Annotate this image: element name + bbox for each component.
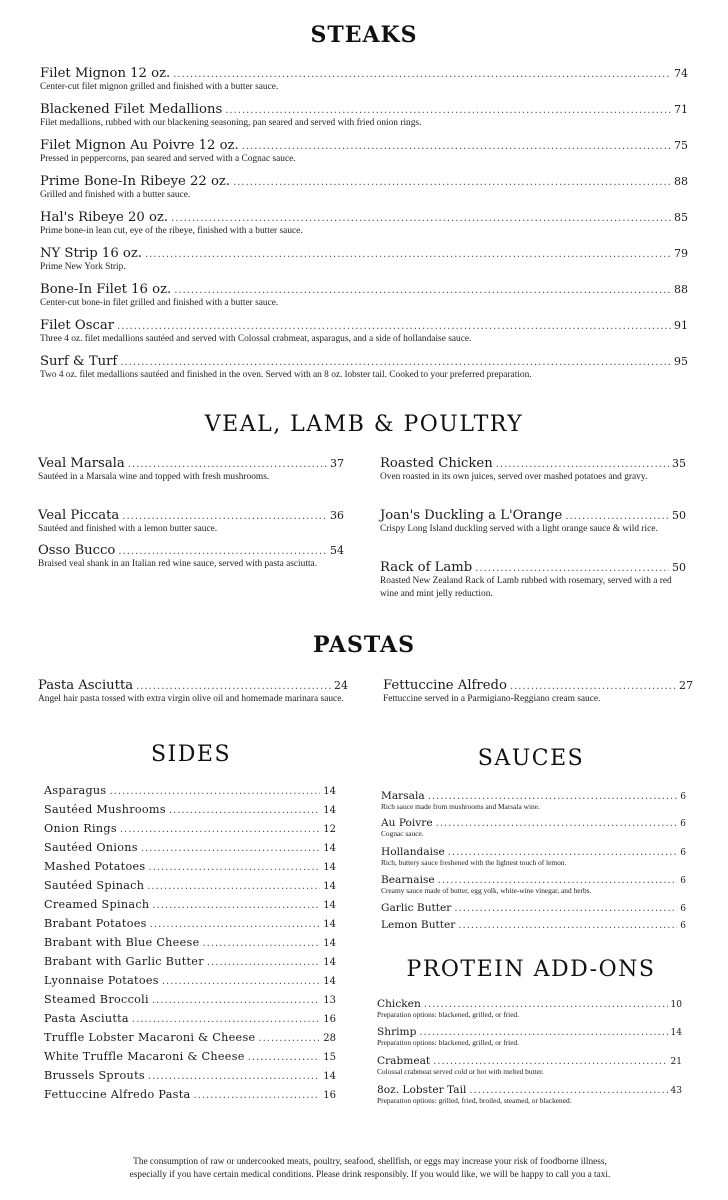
- item-description: Preparation options: blackened, grilled, or fried.: [377, 1038, 520, 1047]
- item-description: Sautéed and finished with a lemon butter sauce.: [38, 524, 218, 534]
- item-price: 10: [670, 1000, 682, 1010]
- item-price: 6: [680, 921, 686, 931]
- dot-leader: [171, 213, 671, 224]
- menu-item: [40, 246, 688, 274]
- dot-leader: [424, 999, 668, 1010]
- item-name: Onion Rings: [44, 822, 117, 835]
- item-name: Filet Mignon Au Poivre 12 oz.: [40, 138, 239, 153]
- dot-leader: [475, 563, 669, 574]
- item-description: Cognac sauce.: [381, 829, 424, 838]
- item-price: 50: [672, 509, 686, 522]
- item-name: Rack of Lamb: [380, 560, 473, 575]
- dot-leader: [128, 459, 327, 470]
- menu-item: [381, 874, 686, 896]
- footer-line-2: especially if you have certain medical conditions. Please drink responsibly. If you would like, we will be happy to call you a taxi.: [129, 1169, 611, 1180]
- dot-leader: [438, 875, 678, 886]
- dot-leader: [436, 818, 678, 829]
- menu-item: [44, 822, 336, 835]
- dot-leader: [248, 1052, 321, 1063]
- item-price: 74: [674, 67, 688, 80]
- dot-leader: [120, 824, 320, 835]
- dot-leader: [496, 459, 669, 470]
- menu-item: [38, 543, 344, 571]
- item-price: 14: [323, 957, 336, 968]
- item-price: 6: [680, 792, 686, 802]
- item-description: Oven roasted in its own juices, served over mashed potatoes and gravy.: [380, 472, 648, 482]
- item-price: 75: [674, 139, 688, 152]
- dot-leader: [118, 546, 327, 557]
- dot-leader: [207, 957, 320, 968]
- item-name: NY Strip 16 oz.: [40, 246, 142, 261]
- item-price: 24: [334, 679, 348, 692]
- item-description: Angel hair pasta tossed with extra virgin olive oil and homemade marinara sauce.: [38, 694, 344, 704]
- dot-leader: [169, 805, 320, 816]
- item-name: Filet Oscar: [40, 318, 115, 333]
- item-name: Lyonnaise Potatoes: [44, 974, 159, 987]
- menu-item: [40, 138, 688, 166]
- item-price: 14: [323, 900, 336, 911]
- item-description: Crispy Long Island duckling served with a light orange sauce & wild rice.: [380, 524, 658, 534]
- item-name: Roasted Chicken: [380, 456, 493, 471]
- item-name: Brabant Potatoes: [44, 917, 147, 930]
- item-price: 12: [323, 824, 336, 835]
- menu-item: [380, 560, 686, 600]
- item-price: 14: [323, 881, 336, 892]
- dot-leader: [433, 1056, 667, 1067]
- item-name: Truffle Lobster Macaroni & Cheese: [44, 1031, 256, 1044]
- item-name: Bone-In Filet 16 oz.: [40, 282, 172, 297]
- menu-item: [44, 898, 336, 911]
- menu-item: [44, 1050, 336, 1063]
- dot-leader: [203, 938, 321, 949]
- menu-item: [38, 456, 344, 484]
- dot-leader: [148, 862, 320, 873]
- item-name: Sautéed Mushrooms: [44, 803, 166, 816]
- item-price: 6: [680, 876, 686, 886]
- item-name: Asparagus: [44, 784, 107, 797]
- item-price: 14: [670, 1028, 682, 1038]
- menu-item: [40, 66, 688, 94]
- item-description: Rich, buttery sauce freshened with the lightest touch of lemon.: [381, 858, 567, 867]
- veal-lamb-poultry-heading: VEAL, LAMB & POULTRY: [204, 412, 524, 437]
- dot-leader: [150, 919, 321, 930]
- item-name: Brabant with Blue Cheese: [44, 936, 200, 949]
- menu-item: [40, 354, 688, 382]
- item-name: Garlic Butter: [381, 902, 452, 914]
- sauces-heading: SAUCES: [477, 746, 585, 771]
- menu-item: [377, 998, 682, 1020]
- item-description: Roasted New Zealand Rack of Lamb rubbed with rosemary, served with a red wine and mint jelly reduction.: [380, 576, 672, 599]
- item-name: White Truffle Macaroni & Cheese: [44, 1050, 245, 1063]
- dot-leader: [242, 141, 671, 152]
- item-name: Fettuccine Alfredo: [383, 678, 507, 693]
- dot-leader: [448, 847, 678, 858]
- sides-heading: SIDES: [150, 742, 232, 767]
- dot-leader: [258, 1033, 320, 1044]
- item-price: 36: [330, 509, 344, 522]
- item-price: 14: [323, 862, 336, 873]
- item-description: Preparation options: grilled, fried, broiled, steamed, or blackened.: [377, 1096, 572, 1105]
- menu-item: [44, 879, 336, 892]
- item-name: Au Poivre: [381, 817, 433, 829]
- item-description: Two 4 oz. filet medallions sautéed and finished in the oven. Served with an 8 oz. lobster tail. Cooked to your preferred preparation.: [40, 370, 532, 380]
- menu-item: [44, 841, 336, 854]
- item-price: 6: [680, 848, 686, 858]
- item-name: Hal's Ribeye 20 oz.: [40, 210, 169, 225]
- menu-item: [381, 846, 686, 868]
- footer-line-1: The consumption of raw or undercooked meats, poultry, seafood, shellfish, or eggs may increase your risk of foodborne illness,: [133, 1157, 607, 1167]
- item-name: Bearnaise: [381, 874, 435, 886]
- dot-leader: [120, 357, 671, 368]
- menu-item: [380, 456, 686, 484]
- menu-item: [44, 1012, 336, 1025]
- item-description: Braised veal shank in an Italian red wine sauce, served with pasta asciutta.: [38, 559, 318, 569]
- item-price: 71: [674, 103, 688, 116]
- menu-item: [44, 974, 336, 987]
- dot-leader: [565, 511, 669, 522]
- item-price: 43: [670, 1086, 682, 1096]
- dot-leader: [152, 900, 320, 911]
- dot-leader: [193, 1090, 320, 1101]
- dot-leader: [132, 1014, 320, 1025]
- protein-addons-heading: PROTEIN ADD-ONS: [406, 957, 656, 982]
- menu-item: [40, 282, 688, 310]
- item-name: 8oz. Lobster Tail: [377, 1084, 467, 1096]
- item-name: Blackened Filet Medallions: [40, 102, 223, 117]
- item-price: 50: [672, 561, 686, 574]
- item-name: Sautéed Onions: [44, 841, 138, 854]
- item-description: Preparation options: blackened, grilled, or fried.: [377, 1010, 520, 1019]
- item-name: Brabant with Garlic Butter: [44, 955, 204, 968]
- item-description: Sautéed in a Marsala wine and topped with fresh mushrooms.: [38, 472, 270, 482]
- dot-leader: [141, 843, 320, 854]
- item-name: Sautéed Spinach: [44, 879, 145, 892]
- item-description: Pressed in peppercorns, pan seared and served with a Cognac sauce.: [40, 154, 296, 164]
- item-description: Grilled and finished with a butter sauce.: [40, 190, 191, 200]
- item-description: Center-cut filet mignon grilled and finished with a butter sauce.: [40, 82, 279, 92]
- item-description: Creamy sauce made of butter, egg yolk, white-wine vinegar, and herbs.: [381, 886, 592, 895]
- dot-leader: [225, 105, 671, 116]
- item-description: Colossal crabmeat served cold or hot with melted butter.: [377, 1067, 544, 1076]
- item-name: Lemon Butter: [381, 919, 456, 931]
- dot-leader: [122, 511, 327, 522]
- item-description: Rich sauce made from mushrooms and Marsala wine.: [381, 802, 540, 811]
- item-name: Fettuccine Alfredo Pasta: [44, 1088, 191, 1101]
- dot-leader: [510, 681, 676, 692]
- menu-item: [44, 917, 336, 930]
- item-price: 27: [679, 679, 693, 692]
- menu-item: [38, 508, 344, 536]
- item-name: Veal Piccata: [38, 508, 120, 523]
- item-price: 16: [323, 1014, 336, 1025]
- steaks-heading: STEAKS: [310, 22, 418, 48]
- item-name: Marsala: [381, 790, 425, 802]
- item-name: Brussels Sprouts: [44, 1069, 145, 1082]
- item-name: Filet Mignon 12 oz.: [40, 66, 171, 81]
- menu-item: [44, 1088, 336, 1101]
- item-price: 6: [680, 819, 686, 829]
- dot-leader: [145, 249, 671, 260]
- menu-item: [44, 936, 336, 949]
- menu-item: [381, 919, 686, 931]
- item-price: 54: [330, 544, 344, 557]
- item-price: 14: [323, 843, 336, 854]
- item-name: Steamed Broccoli: [44, 993, 149, 1006]
- menu-item: [44, 955, 336, 968]
- dot-leader: [136, 681, 331, 692]
- menu-item: [381, 817, 686, 839]
- menu-item: [381, 902, 686, 914]
- dot-leader: [162, 976, 320, 987]
- menu-item: [377, 1026, 682, 1048]
- item-name: Shrimp: [377, 1026, 417, 1038]
- dot-leader: [419, 1027, 667, 1038]
- menu-item: [38, 678, 348, 706]
- menu-item: [40, 102, 688, 130]
- item-price: 14: [323, 976, 336, 987]
- item-description: Fettuccine served in a Parmigiano-Reggiano cream sauce.: [383, 694, 601, 704]
- item-name: Prime Bone-In Ribeye 22 oz.: [40, 174, 231, 189]
- menu-item: [44, 1069, 336, 1082]
- item-name: Veal Marsala: [38, 456, 125, 471]
- item-price: 88: [674, 175, 688, 188]
- dot-leader: [458, 920, 677, 931]
- menu-item: [377, 1084, 682, 1106]
- item-name: Chicken: [377, 998, 421, 1010]
- item-price: 15: [323, 1052, 336, 1063]
- menu-item: [40, 318, 688, 346]
- dot-leader: [469, 1085, 667, 1096]
- item-price: 91: [674, 319, 688, 332]
- menu-item: [383, 678, 693, 706]
- item-description: Prime bone-in lean cut, eye of the ribeye, finished with a butter sauce.: [40, 226, 303, 236]
- menu-item: [377, 1055, 682, 1077]
- menu-item: [381, 790, 686, 812]
- item-price: 14: [323, 805, 336, 816]
- item-name: Pasta Asciutta: [38, 678, 134, 693]
- item-name: Creamed Spinach: [44, 898, 150, 911]
- item-price: 6: [680, 904, 686, 914]
- item-description: Filet medallions, rubbed with our blackening seasoning, pan seared and served with fried onion rings.: [40, 118, 422, 128]
- dot-leader: [174, 285, 671, 296]
- item-price: 14: [323, 919, 336, 930]
- dot-leader: [454, 903, 677, 914]
- item-name: Crabmeat: [377, 1055, 431, 1067]
- item-name: Joan's Duckling a L'Orange: [380, 508, 563, 523]
- dot-leader: [233, 177, 671, 188]
- dot-leader: [147, 881, 320, 892]
- item-name: Surf & Turf: [40, 354, 118, 369]
- dot-leader: [173, 69, 671, 80]
- item-price: 85: [674, 211, 688, 224]
- item-price: 14: [323, 786, 336, 797]
- item-description: Three 4 oz. filet medallions sautéed and served with Colossal crabmeat, asparagus, and a side of hollandaise sauce.: [40, 334, 472, 344]
- item-name: Osso Bucco: [38, 543, 116, 558]
- item-name: Mashed Potatoes: [44, 860, 146, 873]
- dot-leader: [117, 321, 671, 332]
- item-price: 35: [672, 457, 686, 470]
- item-description: Center-cut bone-in filet grilled and finished with a butter sauce.: [40, 298, 279, 308]
- menu-item: [380, 508, 686, 536]
- dot-leader: [148, 1071, 320, 1082]
- menu-item: [44, 784, 336, 797]
- item-price: 14: [323, 1071, 336, 1082]
- item-price: 16: [323, 1090, 336, 1101]
- item-name: Hollandaise: [381, 846, 445, 858]
- item-description: Prime New York Strip.: [40, 262, 126, 272]
- item-price: 95: [674, 355, 688, 368]
- dot-leader: [152, 995, 320, 1006]
- item-price: 88: [674, 283, 688, 296]
- footer-disclaimer: [60, 1156, 680, 1181]
- item-price: 13: [323, 995, 336, 1006]
- item-price: 21: [670, 1057, 682, 1067]
- dot-leader: [428, 791, 678, 802]
- item-price: 79: [674, 247, 688, 260]
- menu-item: [44, 860, 336, 873]
- item-name: Pasta Asciutta: [44, 1012, 129, 1025]
- menu-item: [44, 803, 336, 816]
- item-price: 28: [323, 1033, 336, 1044]
- item-price: 14: [323, 938, 336, 949]
- dot-leader: [109, 786, 320, 797]
- menu-item: [40, 210, 688, 238]
- menu-item: [44, 1031, 336, 1044]
- item-price: 37: [330, 457, 344, 470]
- menu-item: [40, 174, 688, 202]
- menu-item: [44, 993, 336, 1006]
- pastas-heading: PASTAS: [312, 632, 416, 658]
